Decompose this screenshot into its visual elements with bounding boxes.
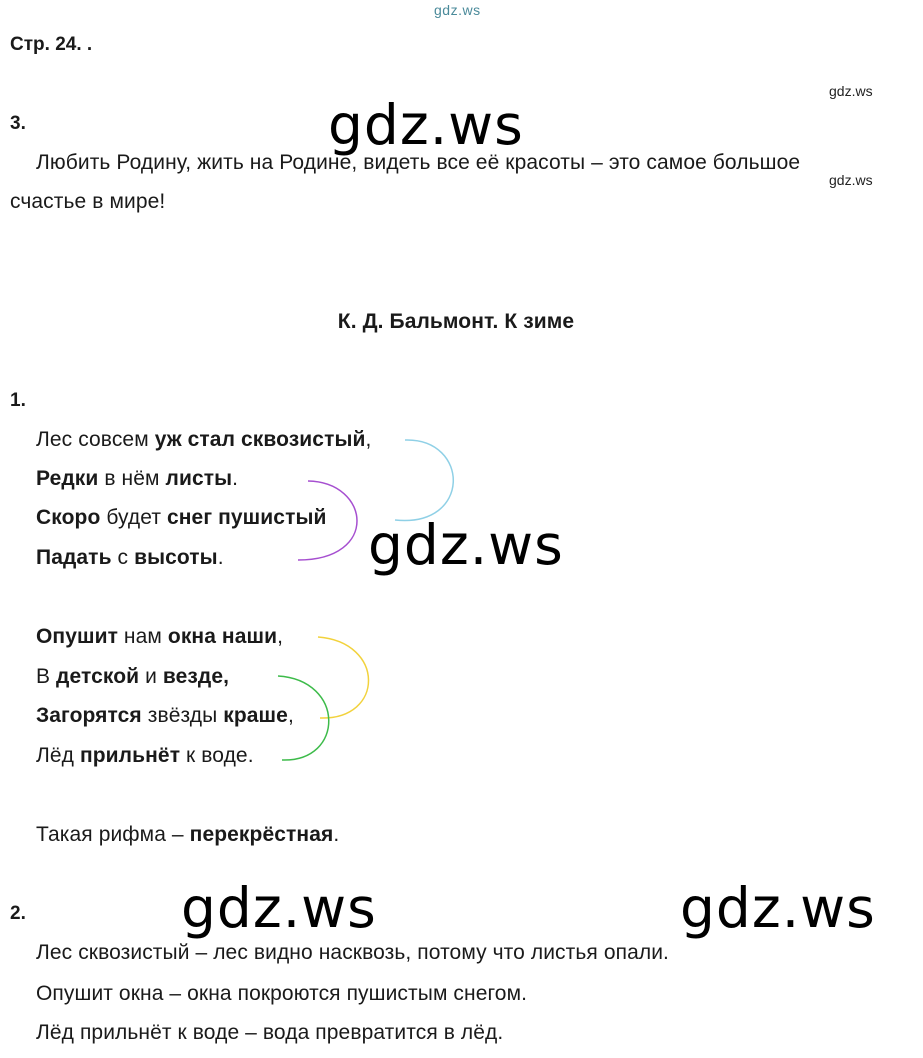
poem-word: звёзды (141, 704, 224, 727)
poem-line (36, 704, 294, 728)
poem-word: Лёд (36, 744, 80, 767)
rhyme-type: перекрёстная (189, 823, 334, 846)
poem-word-bold: снег пушистый (166, 506, 327, 529)
poem-word-bold: краше (223, 704, 288, 727)
task-number: 2. (10, 903, 26, 924)
poem-word: будет (100, 506, 167, 529)
rhyme-arc (318, 637, 369, 718)
task2-line: Лес сквозистый – лес видно насквозь, потому что листья опали. (36, 941, 669, 964)
page-reference: Стр. 24. . (10, 34, 93, 55)
poem-word: и (139, 665, 163, 688)
watermark-large: gdz.ws (328, 93, 524, 157)
watermark-top: gdz.ws (434, 2, 481, 18)
poem-line (36, 625, 283, 649)
poem-word-bold: окна наши (167, 625, 278, 648)
poem-word: . (232, 467, 239, 490)
poem-word: , (277, 625, 284, 648)
poem-line (36, 744, 254, 768)
poem-word-bold: высоты (134, 546, 218, 569)
poem-word: В (36, 665, 57, 688)
poem-word-bold: листы (165, 467, 233, 490)
rhyme-conclusion (36, 823, 339, 847)
poem-line (36, 546, 224, 570)
poem-word: нам (118, 625, 168, 648)
poem-line (36, 665, 229, 689)
watermark-large: gdz.ws (181, 876, 377, 940)
poem-line (36, 467, 238, 491)
task-number: 3. (10, 113, 26, 134)
poem-word-bold: уж стал сквозистый (154, 428, 366, 451)
watermark-small: gdz.ws (829, 172, 873, 188)
watermark-small: gdz.ws (829, 83, 873, 99)
poem-word: в нём (98, 467, 166, 490)
poem-word: . (217, 546, 224, 569)
rhyme-arc (395, 440, 453, 521)
task3-text-line2: счастье в мире! (10, 190, 166, 213)
poem-line (36, 428, 371, 452)
poem-line (36, 506, 327, 530)
poem-word: Лес совсем (36, 428, 155, 451)
rhyme-suffix: . (333, 823, 340, 846)
poem-word: , (365, 428, 372, 451)
task2-line: Лёд прильнёт к воде – вода превратится в лёд. (36, 1021, 504, 1044)
task3-text-line1: Любить Родину, жить на Родине, видеть все её красоты – это самое большое (36, 151, 801, 174)
watermark-large: gdz.ws (368, 513, 564, 577)
poem-word-bold: Загорятся (36, 704, 142, 727)
poem-word-bold: Падать (36, 546, 112, 569)
task-number: 1. (10, 390, 26, 411)
poem-word: к воде. (180, 744, 254, 767)
poem-word-bold: Редки (36, 467, 99, 490)
poem-word-bold: везде, (162, 665, 230, 688)
poem-word-bold: Скоро (36, 506, 101, 529)
poem-word: с (111, 546, 135, 569)
poem-word: , (287, 704, 294, 727)
poem-word-bold: Опушит (36, 625, 118, 648)
poem-word-bold: детской (56, 665, 140, 688)
poem-word-bold: прильнёт (79, 744, 181, 767)
task2-line: Опушит окна – окна покроются пушистым снегом. (36, 982, 528, 1005)
rhyme-prefix: Такая рифма – (36, 823, 190, 846)
watermark-large: gdz.ws (680, 876, 876, 940)
section-heading: К. Д. Бальмонт. К зиме (337, 310, 575, 333)
